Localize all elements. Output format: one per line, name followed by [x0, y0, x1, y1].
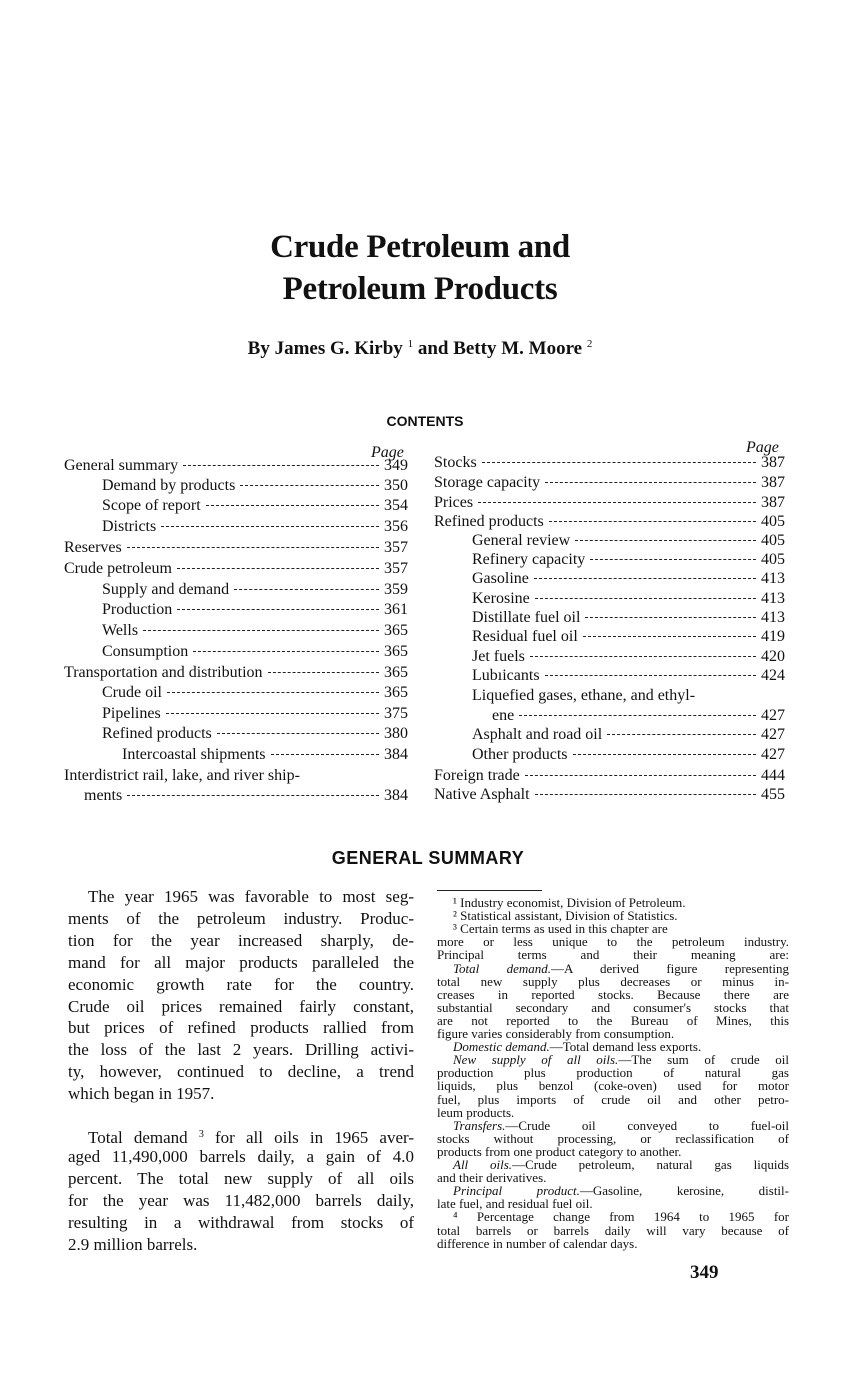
footnote-line	[437, 1237, 789, 1250]
toc-entry[interactable]	[472, 627, 785, 647]
footnote-text: —A derived figure representing	[551, 960, 789, 976]
footnote-text: figure varies considerably from consumption.	[437, 1026, 675, 1041]
toc-entry-label: General review	[472, 532, 571, 549]
toc-entry-label: Wells	[102, 622, 139, 639]
author-byline	[160, 338, 680, 360]
dot-leader	[268, 672, 379, 673]
toc-entry-label: Intercoastal shipments	[122, 746, 266, 763]
toc-page-number: 444	[761, 767, 785, 784]
footnote-text: and their derivatives.	[437, 1170, 547, 1186]
dot-leader	[217, 733, 379, 734]
toc-entry-label: Consumption	[102, 643, 189, 660]
footnote-marker-3: 3	[198, 1129, 204, 1140]
dot-leader	[545, 675, 756, 676]
toc-entry[interactable]	[102, 600, 408, 620]
dot-leader	[206, 505, 379, 506]
dot-leader	[575, 540, 756, 541]
footnote-term: Domestic demand.	[453, 1039, 550, 1055]
dot-leader	[161, 526, 379, 527]
toc-entry-label: Demand by products	[102, 477, 236, 494]
footnote-text: stocks without processing, or reclassification of	[437, 1130, 789, 1146]
toc-entry[interactable]	[434, 785, 785, 805]
paragraph-line: percent. The total new supply of all oils	[68, 1168, 414, 1188]
chapter-title	[160, 226, 680, 310]
toc-entry[interactable]	[84, 786, 408, 806]
dot-leader	[127, 795, 379, 796]
toc-entry[interactable]	[64, 538, 408, 558]
toc-entry-label: Interdistrict rail, lake, and river ship-	[64, 767, 300, 784]
toc-entry[interactable]	[102, 642, 408, 662]
toc-page-number: 349	[384, 457, 408, 474]
toc-entry[interactable]	[122, 745, 408, 765]
dot-leader	[585, 617, 756, 618]
toc-entry-label: Gasoline	[472, 570, 529, 587]
paragraph-text: for all oils in 1965 aver-	[215, 1128, 415, 1147]
footnote-text: —The sum of crude oil	[618, 1052, 789, 1068]
dot-leader	[549, 521, 756, 522]
paragraph-line: mand for all major products paralleled the	[68, 952, 414, 972]
toc-entry-label: Distillate fuel oil	[472, 609, 581, 626]
footnote-text: substantial secondary and consumer's stocks that	[437, 999, 789, 1015]
toc-page-number: 365	[384, 664, 408, 681]
footnote-text: liquids, plus benzol (coke-oven) used for motor	[437, 1078, 789, 1094]
dot-leader	[525, 775, 756, 776]
toc-entry[interactable]	[434, 512, 785, 532]
toc-entry-label: Lubıicants	[472, 667, 540, 684]
paragraph-line: aged 11,490,000 barrels daily, a gain of 4.0	[68, 1146, 414, 1166]
toc-entry-label: Kerosine	[472, 590, 530, 607]
paragraph-text: Total demand	[88, 1128, 188, 1147]
toc-entry[interactable]	[472, 550, 785, 570]
footnote-text: ¹ Industry economist, Division of Petroleum.	[453, 895, 686, 910]
dot-leader	[534, 578, 756, 579]
toc-entry[interactable]	[102, 621, 408, 641]
footnote-term: Transfers.	[453, 1117, 506, 1133]
toc-page-number: 361	[384, 601, 408, 618]
toc-entry-label: Crude oil	[102, 684, 162, 701]
toc-entry[interactable]	[64, 663, 408, 683]
toc-page-number: 413	[761, 590, 785, 607]
section-heading: GENERAL SUMMARY	[331, 848, 525, 868]
toc-page-number: 357	[384, 560, 408, 577]
toc-page-number: 405	[761, 551, 785, 568]
footnote-text: fuel, plus imports of crude oil and other petro-	[437, 1091, 789, 1107]
toc-entry[interactable]	[64, 559, 408, 579]
toc-entry[interactable]	[472, 608, 785, 628]
toc-page-number: 365	[384, 622, 408, 639]
toc-entry-label: Storage capacity	[434, 474, 541, 491]
footnote-term: Total demand.	[453, 960, 552, 976]
toc-page-number: 420	[761, 648, 785, 665]
toc-entry-label: Liquefied gases, ethane, and ethyl-	[472, 687, 696, 704]
paragraph-line: tion for the year increased sharply, de-	[68, 930, 414, 950]
toc-entry-label: Crude petroleum	[64, 560, 172, 577]
toc-page-number: 365	[384, 643, 408, 660]
paragraph-line: Crude oil prices remained fairly constant,	[68, 996, 414, 1016]
footnote-text: Principal terms and their meaning are:	[437, 947, 789, 963]
toc-page-number: 359	[384, 581, 408, 598]
footnote-text: total barrels or barrels daily will vary because of	[437, 1222, 789, 1238]
paragraph-line: but prices of refined products rallied from	[68, 1018, 414, 1038]
dot-leader	[482, 462, 756, 463]
toc-entry-label: General summary	[64, 457, 179, 474]
toc-page-number: 455	[761, 786, 785, 803]
footnote-text: leum products.	[437, 1104, 515, 1120]
footnote-text: —Total demand less exports.	[549, 1039, 702, 1055]
dot-leader	[478, 502, 756, 503]
toc-page-number: 357	[384, 539, 408, 556]
toc-entry[interactable]	[472, 531, 785, 551]
toc-entry[interactable]	[102, 580, 408, 600]
toc-entry-label: Production	[102, 601, 173, 618]
toc-entry-continuation: ene	[492, 707, 515, 724]
toc-entry[interactable]	[472, 725, 785, 745]
dot-leader	[177, 609, 379, 610]
toc-page-number: 427	[761, 707, 785, 724]
toc-entry-label: Reserves	[64, 539, 122, 556]
dot-leader	[535, 598, 756, 599]
paragraph-line: ty, however, continued to decline, a trend	[68, 1062, 414, 1082]
toc-entry[interactable]	[434, 473, 785, 493]
chapter-title-line-2: Petroleum Products	[282, 271, 558, 307]
toc-entry[interactable]	[472, 647, 785, 667]
toc-entry-label: Stocks	[434, 454, 477, 471]
paragraph-line: ments of the petroleum industry. Produc-	[68, 908, 414, 928]
dot-leader	[530, 656, 756, 657]
toc-entry-label: Districts	[102, 518, 157, 535]
footnote-text: more or less unique to the petroleum industry.	[437, 934, 789, 950]
dot-leader	[193, 651, 379, 652]
toc-entry-label: Prices	[434, 494, 474, 511]
toc-entry[interactable]	[102, 517, 408, 537]
toc-entry[interactable]	[102, 683, 408, 703]
footnote-text: total new supply plus decreases or minus in-	[437, 973, 789, 989]
paragraph-line	[88, 1124, 414, 1148]
toc-page-number: 384	[384, 746, 408, 763]
toc-page-number: 356	[384, 518, 408, 535]
page-number: 349	[690, 1262, 719, 1283]
toc-page-number: 387	[761, 494, 785, 511]
dot-leader	[177, 568, 379, 569]
paragraph-line: 2.9 million barrels.	[68, 1234, 198, 1254]
dot-leader	[234, 589, 379, 590]
toc-entry-label: Other products	[472, 746, 568, 763]
footnote-marker-2: 2	[586, 338, 593, 350]
toc-entry-label: Jet fuels	[472, 648, 525, 665]
dot-leader	[545, 482, 756, 483]
footnote-rule	[437, 890, 542, 891]
toc-entry[interactable]	[472, 745, 785, 765]
toc-entry-label: Refined products	[434, 513, 544, 530]
dot-leader	[590, 559, 756, 560]
toc-page-number: 413	[761, 609, 785, 626]
byline-author-2: and Betty M. Moore	[417, 338, 583, 359]
byline-author-1: By James G. Kirby	[247, 338, 403, 359]
footnote-term: Principal product.	[453, 1183, 580, 1199]
toc-entry-label: Refined products	[102, 725, 212, 742]
footnote-text: —Gasoline, kerosine, distil-	[579, 1183, 789, 1199]
dot-leader	[535, 794, 756, 795]
toc-entry-label: Scope of report	[102, 497, 201, 514]
footnote-term: New supply of all oils.	[453, 1052, 619, 1068]
dot-leader	[583, 636, 756, 637]
footnote-text: —Crude oil conveyed to fuel-oil	[505, 1117, 789, 1133]
footnote-text: products from one product category to another.	[437, 1143, 682, 1159]
dot-leader	[143, 630, 379, 631]
toc-entry-label: Transportation and distribution	[64, 664, 263, 681]
toc-page-number: 405	[761, 513, 785, 530]
toc-entry-label: Supply and demand	[102, 581, 230, 598]
toc-entry-label: Pipelines	[102, 705, 161, 722]
toc-entry[interactable]	[434, 766, 785, 786]
dot-leader	[573, 754, 756, 755]
contents-right-page-label: Page	[746, 439, 779, 456]
footnote-text: difference in number of calendar days.	[437, 1235, 638, 1251]
toc-entry[interactable]	[434, 493, 785, 513]
paragraph-line: resulting in a withdrawal from stocks of	[68, 1212, 414, 1232]
toc-entry-continuation: ments	[84, 787, 123, 804]
dot-leader	[607, 734, 756, 735]
toc-page-number: 380	[384, 725, 408, 742]
toc-page-number: 375	[384, 705, 408, 722]
toc-entry-label: Refinery capacity	[472, 551, 586, 568]
dot-leader	[167, 692, 379, 693]
toc-page-number: 387	[761, 454, 785, 471]
paragraph-line: economic growth rate for the country.	[68, 974, 414, 994]
footnote-text: ² Statistical assistant, Division of Statistics.	[453, 908, 678, 924]
dot-leader	[183, 465, 379, 466]
footnote-text: production plus production of natural gas	[437, 1065, 789, 1081]
dot-leader	[166, 713, 379, 714]
dot-leader	[127, 547, 379, 548]
dot-leader	[240, 485, 379, 486]
toc-page-number: 350	[384, 477, 408, 494]
toc-entry-label: Native Asphalt	[434, 786, 530, 803]
toc-entry[interactable]	[472, 589, 785, 609]
toc-entry[interactable]	[434, 453, 785, 473]
toc-page-number: 419	[761, 628, 785, 645]
toc-entry-label: Foreign trade	[434, 767, 520, 784]
footnote-marker-1: 1	[407, 338, 414, 350]
toc-page-number: 427	[761, 746, 785, 763]
toc-entry[interactable]	[472, 569, 785, 589]
toc-entry-label: Residual fuel oil	[472, 628, 578, 645]
contents-left-page-label: Page	[371, 444, 404, 461]
toc-page-number: 387	[761, 474, 785, 491]
contents-heading: CONTENTS	[386, 413, 464, 429]
toc-entry[interactable]	[64, 456, 408, 476]
toc-entry[interactable]	[102, 724, 408, 744]
toc-page-number: 384	[384, 787, 408, 804]
toc-page-number: 427	[761, 726, 785, 743]
footnote-text: —Crude petroleum, natural gas liquids	[512, 1157, 790, 1172]
paragraph-line: The year 1965 was favorable to most seg-	[88, 887, 414, 906]
footnote-term: All oils.	[453, 1157, 513, 1172]
toc-entry-label: Asphalt and road oil	[472, 726, 603, 743]
footnote-text: creases in reported stocks. Because there are	[437, 986, 789, 1002]
toc-page-number: 405	[761, 532, 785, 549]
chapter-title-line-1: Crude Petroleum and	[270, 229, 570, 265]
toc-page-number: 365	[384, 684, 408, 701]
toc-page-number: 413	[761, 570, 785, 587]
toc-page-number: 424	[761, 667, 785, 684]
paragraph-line: which began in 1957.	[68, 1084, 215, 1104]
toc-entry[interactable]	[102, 476, 408, 496]
toc-entry[interactable]	[102, 496, 408, 516]
footnote-text: ³ Certain terms as used in this chapter are	[453, 921, 668, 937]
footnote-text: ⁴ Percentage change from 1964 to 1965 for	[453, 1209, 789, 1225]
footnote-text: late fuel, and residual fuel oil.	[437, 1196, 593, 1212]
toc-page-number: 354	[384, 497, 408, 514]
dot-leader	[271, 754, 379, 755]
paragraph-line: for the year was 11,482,000 barrels daily,	[68, 1190, 414, 1210]
toc-entry[interactable]	[492, 706, 785, 726]
toc-entry[interactable]	[102, 704, 408, 724]
dot-leader	[519, 715, 756, 716]
toc-entry[interactable]	[472, 666, 785, 686]
footnote-text: are not reported to the Bureau of Mines, this	[437, 1012, 789, 1028]
paragraph-line: the loss of the last 2 years. Drilling activi-	[68, 1040, 414, 1060]
